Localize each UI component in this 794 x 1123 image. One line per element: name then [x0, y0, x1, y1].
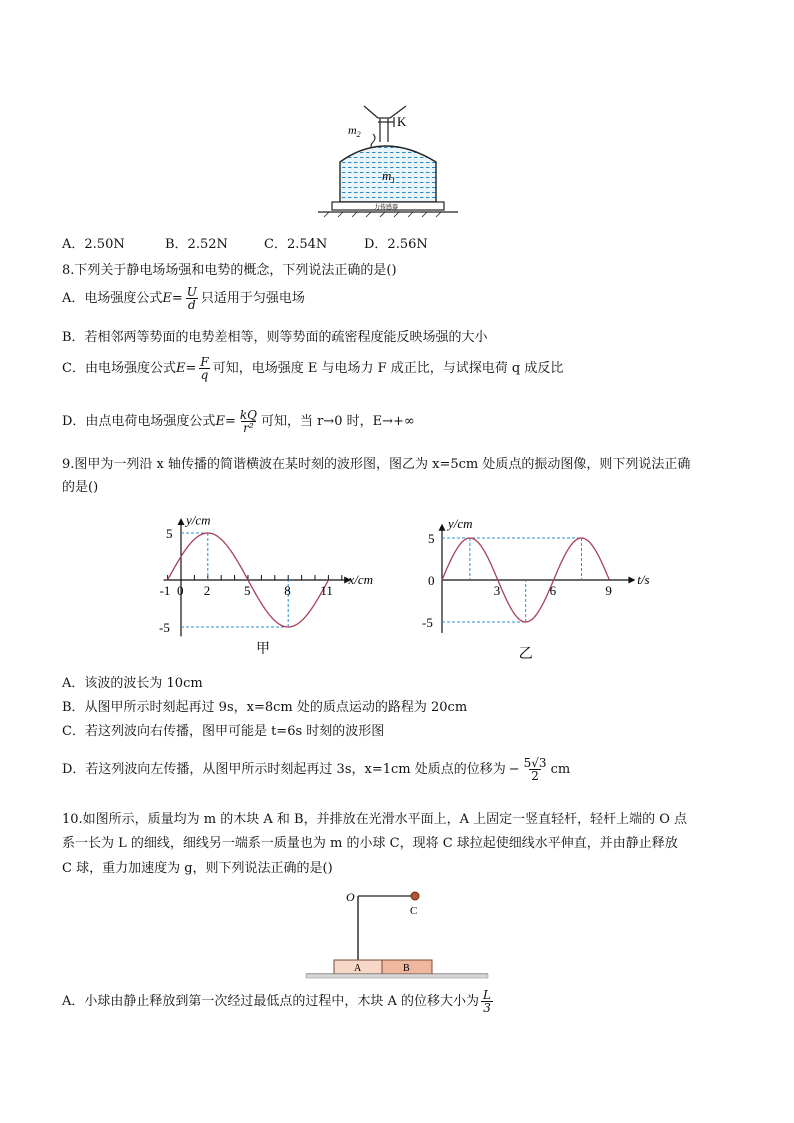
ball-c — [411, 892, 419, 900]
chart-jia — [145, 508, 410, 658]
x-tick-label: 2 — [203, 583, 211, 598]
x-tick-label: -1 — [159, 583, 171, 598]
q10-stem-line2: 系一长为 L 的细线，细线另一端系一质量也为 m 的小球 C，现将 C 球拉起使细线水平伸直，并由静止释放 — [62, 836, 678, 851]
y-tick-label: 5 — [166, 526, 173, 541]
q7-option-c[interactable]: C．2.54N — [264, 237, 328, 252]
y-axis-label: y/cm — [448, 515, 473, 531]
q8-option-a[interactable]: A．电场强度公式 E = $\frac{U}{d}$ 只适用于匀强电场 — [62, 285, 305, 312]
x-tick-label: 11 — [320, 583, 333, 598]
q10-stem-line3: C 球，重力加速度为 g，则下列说法正确的是() — [62, 861, 333, 876]
q9-d-fraction: $\frac{5√3}{2}$ — [523, 756, 547, 783]
q10-stem-line1: 10.如图所示，质量均为 m 的木块 A 和 B，并排放在光滑水平面上，A 上固定一竖直轻杆，轻杆上端的 O 点 — [62, 812, 688, 827]
valve-label: K — [397, 114, 407, 129]
x-tick-label: 5 — [244, 583, 251, 598]
m2-label: $m_2$ — [348, 123, 361, 139]
q8-c-fraction: $\frac{F}{q}$ — [200, 355, 209, 382]
q9-stem-line2: 的是() — [62, 480, 99, 495]
q9-stem-line1: 9.图甲为一列沿 x 轴传播的简谐横波在某时刻的波形图，图乙为 x=5cm 处质点的振动图像，则下列说法正确 — [62, 457, 691, 472]
y-tick-label: -5 — [159, 620, 170, 635]
q8-a-fraction: $\frac{U}{d}$ — [186, 285, 197, 312]
x-axis-arrow — [628, 577, 635, 584]
x-tick-label: 0 — [177, 583, 184, 598]
x-tick-label: 8 — [284, 583, 291, 598]
chart-yi — [420, 508, 670, 663]
x-tick-label: 9 — [605, 583, 612, 598]
y-tick-label: 5 — [428, 531, 435, 546]
q9-option-d[interactable]: D．若这列波向左传播，从图甲所示时刻起再过 3s，x=1cm 处质点的位移为 − $\frac{5√3}{2}$ cm — [62, 756, 571, 783]
q8-option-b[interactable]: B．若相邻两等势面的电势差相等，则等势面的疏密程度能反映场强的大小 — [62, 330, 488, 345]
y-axis-arrow — [439, 524, 446, 531]
y-axis-label: y/cm — [186, 512, 211, 528]
q10-option-a[interactable]: A．小球由静止释放到第一次经过最低点的过程中，木块 A 的位移大小为 $\frac{L}{3}$ — [62, 988, 492, 1015]
q9-option-c[interactable]: C．若这列波向右传播，图甲可能是 t=6s 时刻的波形图 — [62, 724, 385, 739]
q10-a-fraction: $\frac{L}{3}$ — [483, 988, 492, 1015]
q7-option-d[interactable]: D．2.56N — [364, 237, 428, 252]
x-axis-label: x/cm — [348, 572, 374, 587]
y-tick-label: 0 — [428, 573, 435, 588]
block-b-label: B — [403, 963, 410, 974]
ball-c-label: C — [410, 905, 418, 917]
y-tick-label: -5 — [422, 615, 433, 630]
q10-figure — [302, 884, 492, 980]
chart-title: 甲 — [256, 641, 271, 657]
y-axis-arrow — [178, 518, 185, 525]
m1-label: $m_1$ — [382, 168, 396, 185]
block-a-label: A — [354, 963, 362, 974]
point-o-label: O — [346, 890, 355, 904]
q9-option-b[interactable]: B．从图甲所示时刻起再过 9s，x=8cm 处的质点运动的路程为 20cm — [62, 700, 468, 715]
sensor-label: 力传感器 — [374, 205, 399, 211]
x-axis-label: t/s — [637, 572, 650, 587]
x-tick-label: 6 — [549, 583, 557, 598]
q8-stem: 8.下列关于静电场场强和电势的概念，下列说法正确的是() — [62, 263, 397, 278]
q8-option-d[interactable]: D．由点电荷电场强度公式 E = $\frac{kQ}{\text{r²}}$ 可知，当 r→0 时，E→+∞ — [62, 408, 415, 435]
ground-hatch — [324, 212, 441, 217]
q8-option-c[interactable]: C．由电场强度公式 E = $\frac{F}{q}$ 可知，电场强度 E 与电场力 F 成正比，与试探电荷 q 成反比 — [62, 355, 564, 382]
q7-figure — [318, 100, 458, 218]
chart-title: 乙 — [518, 646, 533, 662]
q9-option-a[interactable]: A．该波的波长为 10cm — [62, 676, 203, 691]
floor-hatch — [306, 974, 488, 978]
q7-option-b[interactable]: B．2.52N — [165, 237, 228, 252]
x-tick-label: 3 — [493, 583, 501, 598]
q8-d-fraction: $\frac{kQ}{\text{r²}}$ — [239, 408, 257, 435]
q7-option-a[interactable]: A．2.50N — [62, 237, 125, 252]
